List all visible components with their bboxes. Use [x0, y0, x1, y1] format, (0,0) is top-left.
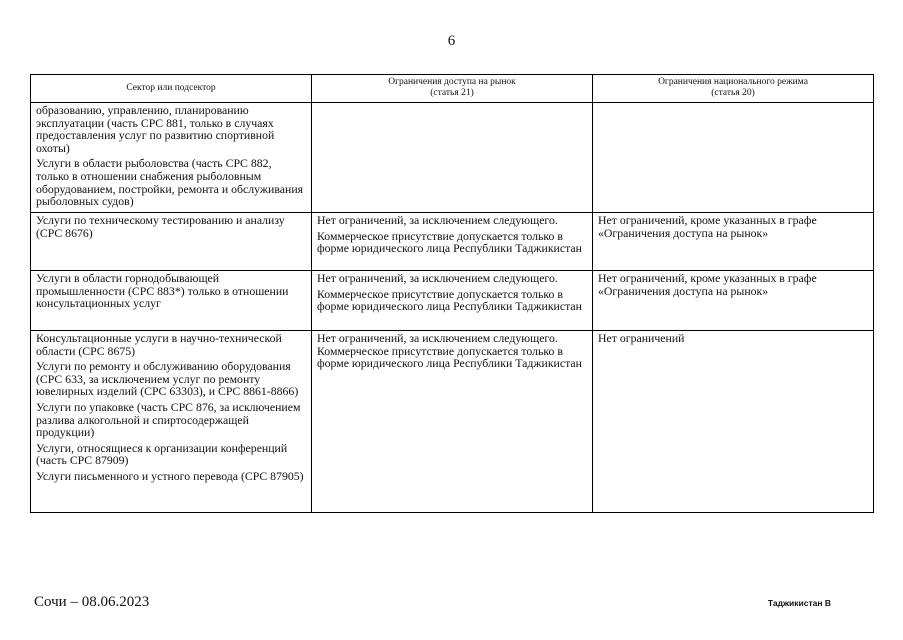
sector-entry: Услуги письменного и устного перевода (CPC 87905): [36, 468, 304, 483]
sector-entry: Консультационные услуги в научно-технической области (CPC 8675): [36, 331, 282, 358]
sector-cell: [31, 213, 312, 271]
national-treatment-entry: Нет ограничений: [598, 331, 685, 345]
market-access-entry: Коммерческое присутствие допускается только в форме юридического лица Республики Таджикистан: [317, 228, 582, 256]
national-treatment-entry: Нет ограничений, кроме указанных в графе «Ограничения доступа на рынок»: [598, 271, 817, 298]
table-row: [31, 331, 874, 513]
sector-entry: Услуги, относящиеся к организации конференций (часть CPC 87909): [36, 440, 288, 468]
header-sector-label: Сектор или подсектор: [126, 82, 216, 93]
table-row: [31, 271, 874, 331]
sector-entry: Услуги в области горнодобывающей промышленности (CPC 883*) только в отношении консультационных услуг: [36, 271, 289, 311]
market-access-cell: [312, 213, 593, 271]
sector-entry: Услуги по техническому тестированию и анализу (CPC 8676): [36, 213, 285, 240]
sector-entry: Услуги по ремонту и обслуживанию оборудования (CPC 633, за исключением услуг по ремонту ювелирных изделий (CPC 63303), и CPC 8861-8866): [36, 359, 299, 399]
header-national-treatment-article: (статья 20): [711, 88, 755, 98]
market-access-entry: Коммерческое присутствие допускается только в форме юридического лица Республики Таджикистан: [317, 286, 582, 314]
header-market-access-article: (статья 21): [430, 88, 474, 98]
national-treatment-cell: [593, 103, 874, 213]
national-treatment-cell: [593, 331, 874, 513]
national-treatment-entry: Нет ограничений, кроме указанных в графе «Ограничения доступа на рынок»: [598, 213, 817, 240]
commitments-table: [30, 74, 874, 513]
sector-cell: [31, 103, 312, 213]
header-market-access: [312, 75, 593, 103]
page-number: 6: [447, 33, 456, 49]
header-national-treatment: [593, 75, 874, 103]
market-access-entry: Нет ограничений, за исключением следующего. Коммерческое присутствие допускается только в форме юридического лица Республики Таджикистан: [317, 331, 582, 371]
sector-cell: [31, 271, 312, 331]
market-access-cell: [312, 271, 593, 331]
table-header-row: [31, 75, 874, 103]
header-national-treatment-title: Ограничения национального режима: [658, 77, 808, 87]
header-market-access-title: Ограничения доступа на рынок: [388, 77, 516, 87]
market-access-cell: [312, 103, 593, 213]
header-sector: [31, 75, 312, 103]
footer-date: Сочи – 08.06.2023: [34, 594, 150, 610]
sector-cell: [31, 331, 312, 513]
sector-entry: Услуги в области рыболовства (часть CPC 882, только в отношении снабжения рыболовным оборудованием, постройки, ремонта и обслуживания рыболовных судов): [36, 156, 304, 209]
national-treatment-cell: [593, 271, 874, 331]
table-row: [31, 213, 874, 271]
footer-document-label: Таджикистан В: [767, 598, 831, 608]
market-access-entry: Нет ограничений, за исключением следующего.: [317, 213, 558, 227]
market-access-entry: Нет ограничений, за исключением следующего.: [317, 271, 558, 285]
sector-entry: образованию, управлению, планированию эксплуатации (часть CPC 881, только в случаях предоставления услуг по развитию спортивной охоты): [36, 103, 275, 155]
market-access-cell: [312, 331, 593, 513]
sector-entry: Услуги по упаковке (часть CPC 876, за исключением разлива алкогольной и спиртосодержащей продукции): [36, 399, 301, 440]
national-treatment-cell: [593, 213, 874, 271]
table-row: [31, 103, 874, 213]
